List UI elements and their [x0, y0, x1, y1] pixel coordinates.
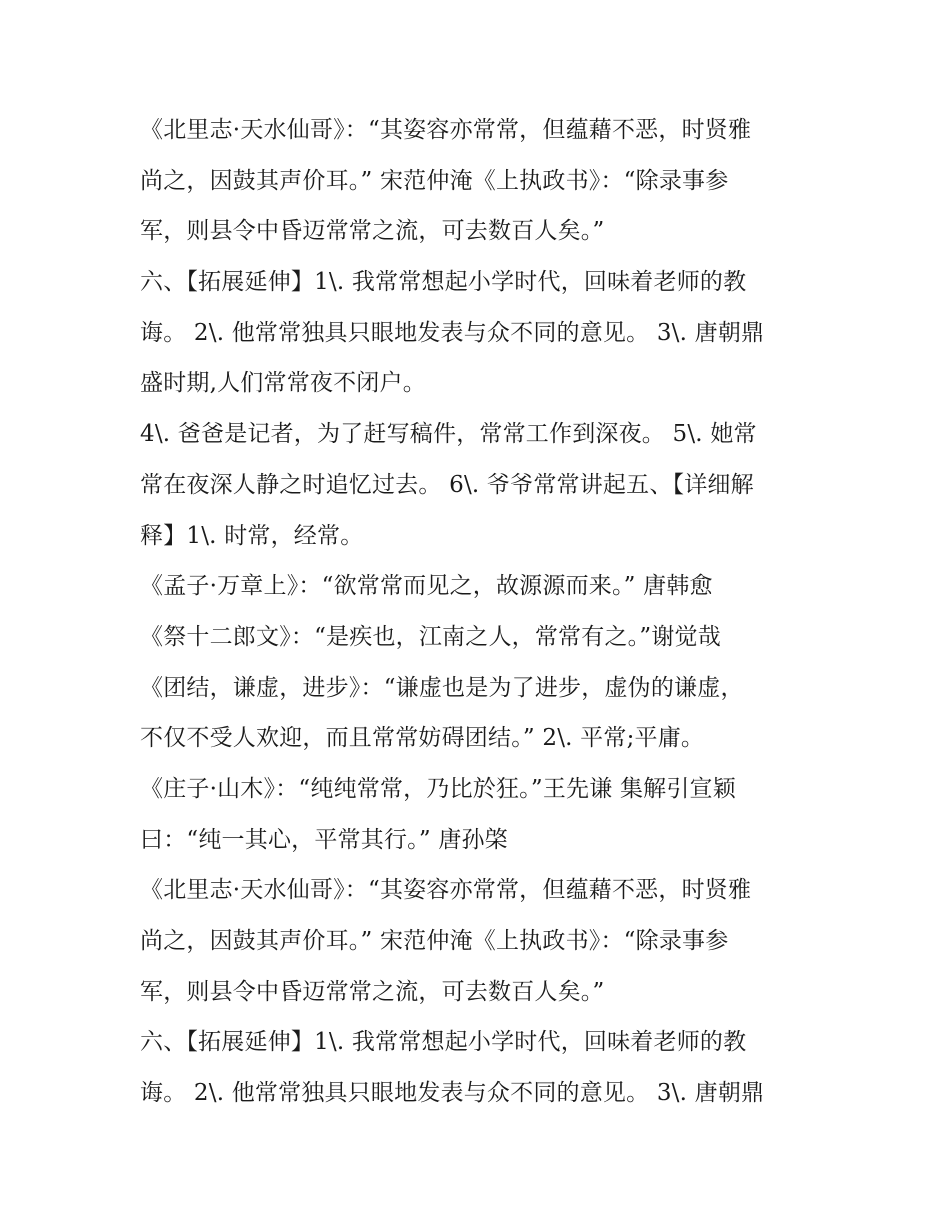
- text-line: 诲。 2\. 他常常独具只眼地发表与众不同的意见。 3\. 唐朝鼎: [140, 319, 765, 346]
- text-line: 六、【拓展延伸】1\. 我常常想起小学时代，回味着老师的教: [140, 269, 747, 296]
- text-line: 曰：“纯一其心，平常其行。” 唐孙棨: [140, 826, 508, 853]
- text-line: 释】1\. 时常，经常。: [140, 522, 364, 549]
- text-line: 军，则县令中昏迈常常之流，可去数百人矣。”: [140, 978, 605, 1005]
- text-line: 《庄子·山木》：“纯纯常常，乃比於狂。”王先谦 集解引宣颖: [140, 775, 736, 802]
- text-line: 尚之，因鼓其声价耳。” 宋范仲淹《上执政书》：“除录事参: [140, 167, 729, 194]
- text-line: 盛时期,人们常常夜不闭户。: [140, 370, 426, 397]
- text-line: 不仅不受人欢迎，而且常常妨碍团结。” 2\. 平常;平庸。: [140, 725, 705, 752]
- text-line: 《团结，谦虚，进步》：“谦虚也是为了进步，虚伪的谦虚，: [140, 674, 744, 701]
- text-line: 《孟子·万章上》：“欲常常而见之，故源源而来。” 唐韩愈: [140, 573, 713, 600]
- text-line: 军，则县令中昏迈常常之流，可去数百人矣。”: [140, 218, 605, 245]
- text-line: 尚之，因鼓其声价耳。” 宋范仲淹《上执政书》：“除录事参: [140, 928, 729, 954]
- text-line: 常在夜深人静之时追忆过去。 6\. 爷爷常常讲起五、【详细解: [140, 471, 754, 498]
- text-line: 六、【拓展延伸】1\. 我常常想起小学时代，回味着老师的教: [140, 1029, 747, 1056]
- document-body: [140, 105, 810, 1119]
- text-line: 《北里志·天水仙哥》：“其姿容亦常常，但蕴藉不恶，时贤雅: [140, 877, 752, 904]
- text-line: 《北里志·天水仙哥》：“其姿容亦常常，但蕴藉不恶，时贤雅: [140, 117, 752, 143]
- text-line: 4\. 爸爸是记者，为了赶写稿件，常常工作到深夜。 5\. 她常: [140, 421, 757, 448]
- text-line: 诲。 2\. 他常常独具只眼地发表与众不同的意见。 3\. 唐朝鼎: [140, 1080, 765, 1107]
- text-line: 《祭十二郎文》：“是疾也，江南之人，常常有之。”谢觉哉: [140, 623, 721, 650]
